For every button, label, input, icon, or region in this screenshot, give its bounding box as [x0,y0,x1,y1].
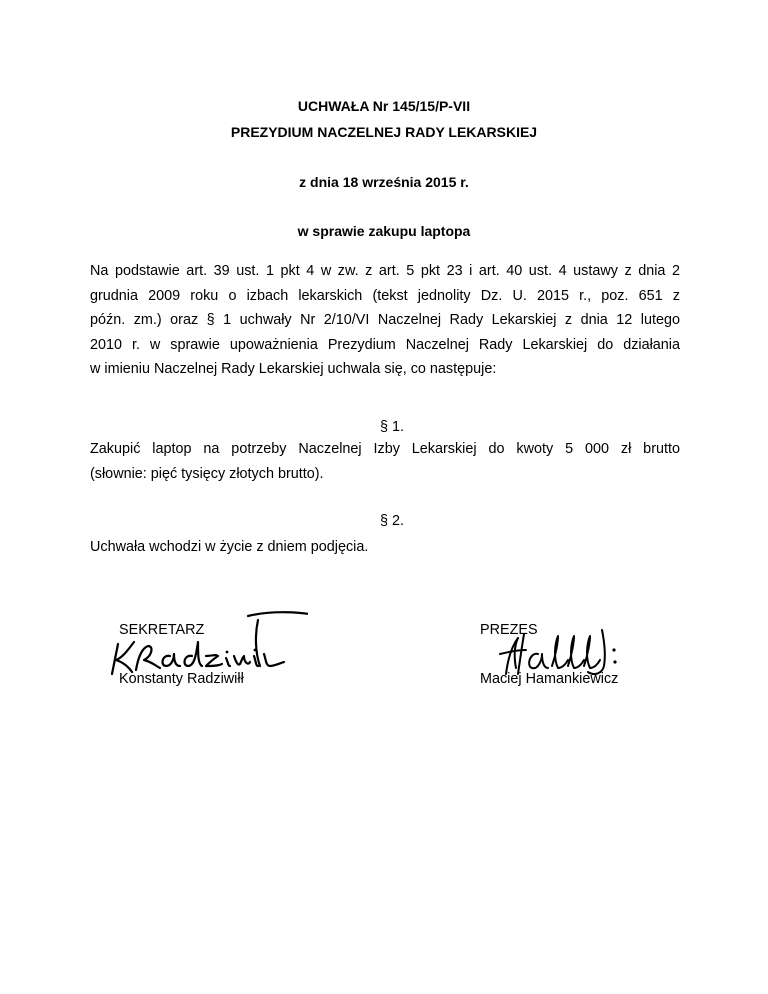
section-2-mark: § 2. [379,513,404,529]
president-title: PREZES [480,622,538,638]
preamble-line: późn. zm.) oraz § 1 uchwały Nr 2/10/VI Naczelnej Rady Lekarskiej z dnia 12 lutego [90,312,680,328]
section-1-body [90,437,680,486]
secretary-name: Konstanty Radziwiłł [119,671,244,687]
preamble-line: grudnia 2009 roku o izbach lekarskich (tekst jednolity Dz. U. 2015 r., poz. 651 z [90,287,680,304]
preamble-line: Na podstawie art. 39 ust. 1 pkt 4 w zw. z art. 5 pkt 23 i art. 40 ust. 4 ustawy z dnia 2 [90,263,680,279]
preamble [90,259,680,382]
section-1-line: Zakupić laptop na potrzeby Naczelnej Izby Lekarskiej do kwoty 5 000 zł brutto [90,441,680,457]
section-1-mark: § 1. [379,419,404,435]
issuer-name: PREZYDIUM NACZELNEJ RADY LEKARSKIEJ [230,124,538,140]
preamble-line: 2010 r. w sprawie upoważnienia Prezydium Naczelnej Rady Lekarskiej do działania [90,336,680,353]
secretary-title: SEKRETARZ [119,622,205,638]
president-name: Maciej Hamankiewicz [480,671,619,687]
resolution-number: UCHWAŁA Nr 145/15/P-VII [297,98,471,114]
section-2-body [90,535,680,560]
preamble-line: w imieniu Naczelnej Rady Lekarskiej uchwala się, co następuje: [90,361,497,377]
resolution-date: z dnia 18 września 2015 r. [299,174,469,190]
section-1-line: (słownie: pięć tysięcy złotych brutto). [90,465,324,482]
secretary-signature-image [108,604,308,678]
section-2-line: Uchwała wchodzi w życie z dniem podjęcia. [90,539,369,555]
resolution-subject: w sprawie zakupu laptopa [297,223,471,239]
